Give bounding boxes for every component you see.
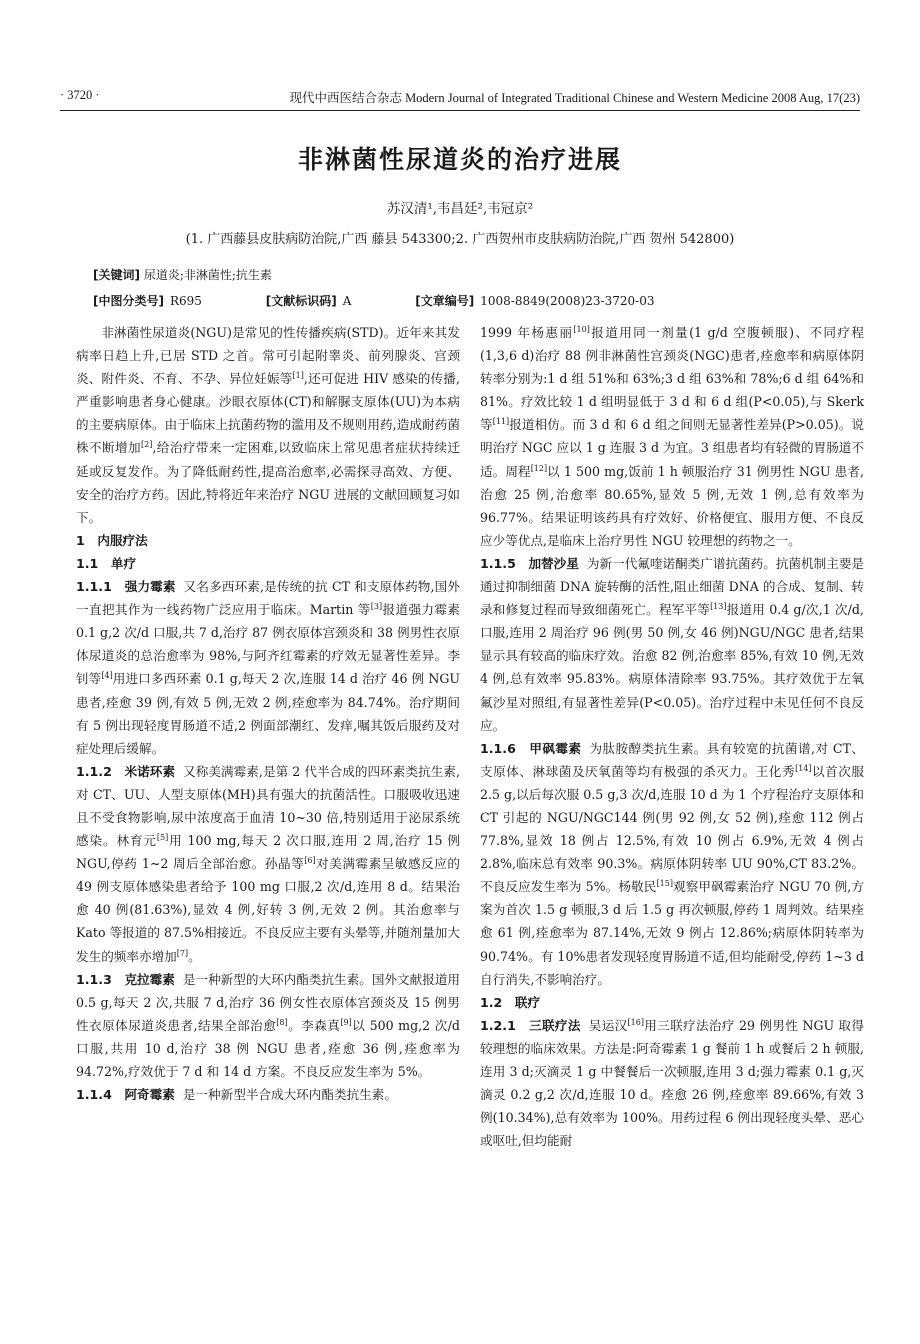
keywords: [93, 266, 272, 283]
clc-label: [中图分类号]: [93, 294, 164, 308]
clc-value: R695: [169, 294, 202, 308]
keywords-text: 尿道炎;非淋菌性;抗生素: [143, 268, 272, 282]
doc-code-label: [文献标识码]: [265, 294, 337, 308]
paragraph-thiamphenicol: 1.1.6 甲砜霉素 为肽胺醇类抗生素。具有较宽的抗菌谱,对 CT、支原体、淋球菌及厌氧菌等均有极强的杀灭力。王化秀[14]以首次服 2.5 g,以后每次服 0.5 g,3 次/d,连服 10 d 为 1 个疗程治疗支原体和 CT 引起的 NGU/NGC144 例(男 92 例,女 52 例),痊愈 112 例占 77.8%,显效 18 例占 12.5%,有效 10 例占 6.9%,无效 4 例占 2.8%,临床总有效率 90.3%。病原体阴转率 UU 90%,CT 83.2%。不良反应发生率为 5%。杨敬民[15]观察甲砜霉素治疗 NGU 70 例,方案为首次 1.5 g 顿服,3 d 后 1.5 g 再次顿服,停药 1 周判效。结果痊愈 61 例,痊愈率为 87.14%,无效 9 例占 12.86%;病原体阴转率为 90.74%。有 10%患者发现轻度胃肠道不适,但均能耐受,停药 1~3 d 自行消失,不影响治疗。: [480, 740, 865, 987]
intro-paragraph: 非淋菌性尿道炎(NGU)是常见的性传播疾病(STD)。近年来其发病率日趋上升,已居 STD 之首。常可引起附睾炎、前列腺炎、宫颈炎、附件炎、不育、不孕、异位妊娠等[1],还可促进 HIV 感染的传播,严重影响患者身心健康。沙眼衣原体(CT)和解脲支原体(UU)为本病的主要病原体。由于临床上抗菌药物的滥用及不规则用药,造成耐药菌株不断增加[2],给治疗带来一定困难,以致临床上常见患者症状持续迁延或反复发作。为了降低耐药性,提高治愈率,必需探寻高效、方便、安全的治疗方药。因此,特将近年来治疗 NGU 进展的文献回顾复习如下。: [76, 325, 460, 525]
paragraph-doxycycline: 1.1.1 强力霉素 又名多西环素,是传统的抗 CT 和支原体药物,国外一直把其作为一线药物广泛应用于临床。Martin 等[3]报道强力霉素 0.1 g,2 次/d 口服,共 7 d,治疗 87 例衣原体宫颈炎和 38 例男性衣原体尿道炎的总治愈率为 98%,与阿齐红霉素的疗效无显著性差异。李钊等[4]用进口多西环素 0.1 g,每天 2 次,连服 14 d 治疗 46 例 NGU 患者,痊愈 39 例,有效 5 例,无效 2 例,痊愈率为 84.74%。治疗期间有 5 例出现轻度胃肠道不适,2 例面部潮红、发痒,嘱其饭后服药及对症处理后缓解。: [76, 579, 461, 756]
authors: 苏汉清¹,韦昌廷²,韦冠京²: [386, 201, 534, 217]
header-rule: [60, 110, 860, 111]
keywords-label: [关键词]: [93, 268, 140, 282]
paragraph-azithromycin: 1.1.4 阿奇霉素 是一种新型半合成大环内酯类抗生素。: [76, 1087, 397, 1103]
subsection-heading-combined: 1.2 联疗: [480, 994, 541, 1010]
article-number-value: 1008-8849(2008)23-3720-03: [480, 294, 655, 308]
subsection-heading: 1.1 单疗: [76, 555, 137, 571]
right-column: [480, 321, 864, 1152]
running-header: [60, 88, 860, 106]
journal-info: 现代中西医结合杂志 Modern Journal of Integrated Traditional Chinese and Western Medicine 2008 Aug, 17(23): [289, 91, 860, 105]
classification-line: [93, 292, 660, 309]
page-number: · 3720 ·: [60, 88, 100, 102]
article-number-label: [文章编号]: [415, 294, 475, 308]
doc-code-value: A: [342, 294, 352, 308]
affiliation: (1. 广西藤县皮肤病防治院,广西 藤县 543300;2. 广西贺州市皮肤病防治院,广西 贺州 542800): [185, 232, 735, 247]
paragraph-azithromycin-cont: 1999 年杨惠丽[10]报道用同一剂量(1 g/d 空腹顿服)、不同疗程(1,3,6 d)治疗 88 例非淋菌性宫颈炎(NGC)患者,痊愈率和病原体阴转率分别为:1 d 组 51%和 63%;3 d 组 63%和 78%;6 d 组 64%和 81%。疗效比较 1 d 组明显低于 3 d 和 6 d 组(P<0.05),与 Skerk 等[11]报道相仿。而 3 d 和 6 d 组之间则无显著性差异(P>0.05)。说明治疗 NGC 应以 1 g 连服 3 d 为宜。3 组患者均有轻微的胃肠道不适。周程[12]以 1 500 mg,饭前 1 h 顿服治疗 31 例男性 NGU 患者,治愈 25 例,治愈率 80.65%,显效 5 例,无效 1 例,总有效率为 96.77%。结果证明该药具有疗效好、价格便宜、服用方便、不良反应少等优点,是临床上治疗男性 NGU 较理想的药物之一。: [480, 324, 865, 548]
left-column: [76, 321, 460, 1106]
article-title: 非淋菌性尿道炎的治疗进展: [297, 145, 622, 174]
paragraph-gatifloxacin: 1.1.5 加替沙星 为新一代氟喹诺酮类广谱抗菌药。抗菌机制主要是通过抑制细菌 DNA 旋转酶的活性,阻止细菌 DNA 的合成、复制、转录和修复过程而导致细菌死亡。程军平等[13]报道用 0.4 g/次,1 次/d,口服,连用 2 周治疗 96 例(男 50 例,女 46 例)NGU/NGC 患者,结果显示具有较高的临床疗效。治愈 82 例,治愈率 85%,有效 10 例,无效 4 例,总有效率 95.83%。病原体清除率 93.75%。其疗效优于左氧氟沙星对照组,有显著性差异(P<0.05)。治疗过程中未见任何不良反应。: [480, 555, 865, 733]
section-heading: 1 内服疗法: [76, 532, 148, 548]
paragraph-clarithromycin: 1.1.3 克拉霉素 是一种新型的大环内酯类抗生素。国外文献报道用 0.5 g,每天 2 次,共服 7 d,治疗 36 例女性衣原体宫颈炎及 15 例男性衣原体尿道炎患者,结果全部治愈[8]。李森真[9]以 500 mg,2 次/d 口服,共用 10 d,治疗 38 例 NGU 患者,痊愈 36 例,痊愈率为 94.72%,疗效优于 7 d 和 14 d 方案。不良反应发生率为 5%。: [76, 971, 461, 1079]
paragraph-minocycline: 1.1.2 米诺环素 又称美满霉素,是第 2 代半合成的四环素类抗生素,对 CT、UU、人型支原体(MH)具有强大的抗菌活性。口服吸收迅速且不受食物影响,尿中浓度高于血清 10~30 倍,特别适用于泌尿系统感染。林育元[5]用 100 mg,每天 2 次口服,连用 2 周,治疗 15 例 NGU,停药 1~2 周后全部治愈。孙晶等[6]对美满霉素呈敏感反应的 49 例支原体感染患者给予 100 mg 口服,2 次/d,连用 8 d。结果治愈 40 例(81.63%),显效 4 例,好转 3 例,无效 2 例。其治愈率与 Kato 等报道的 87.5%相接近。不良反应主要有头晕等,并随剂量加大发生的频率亦增加[7]。: [76, 763, 461, 964]
paragraph-triple-therapy: 1.2.1 三联疗法 吴运汉[16]用三联疗法治疗 29 例男性 NGU 取得较理想的临床效果。方法是:阿奇霉素 1 g 餐前 1 h 或餐后 2 h 顿服,连用 3 d;灭滴灵 1 g 中餐餐后一次顿服,连用 3 d;强力霉素 0.1 g,灭滴灵 0.2 g,2 次/d,连服 10 d。痊愈 26 例,痊愈率 89.66%,有效 3 例(10.34%),总有效率为 100%。用药过程 6 例出现轻度头晕、恶心或呕吐,但均能耐: [480, 1017, 865, 1149]
